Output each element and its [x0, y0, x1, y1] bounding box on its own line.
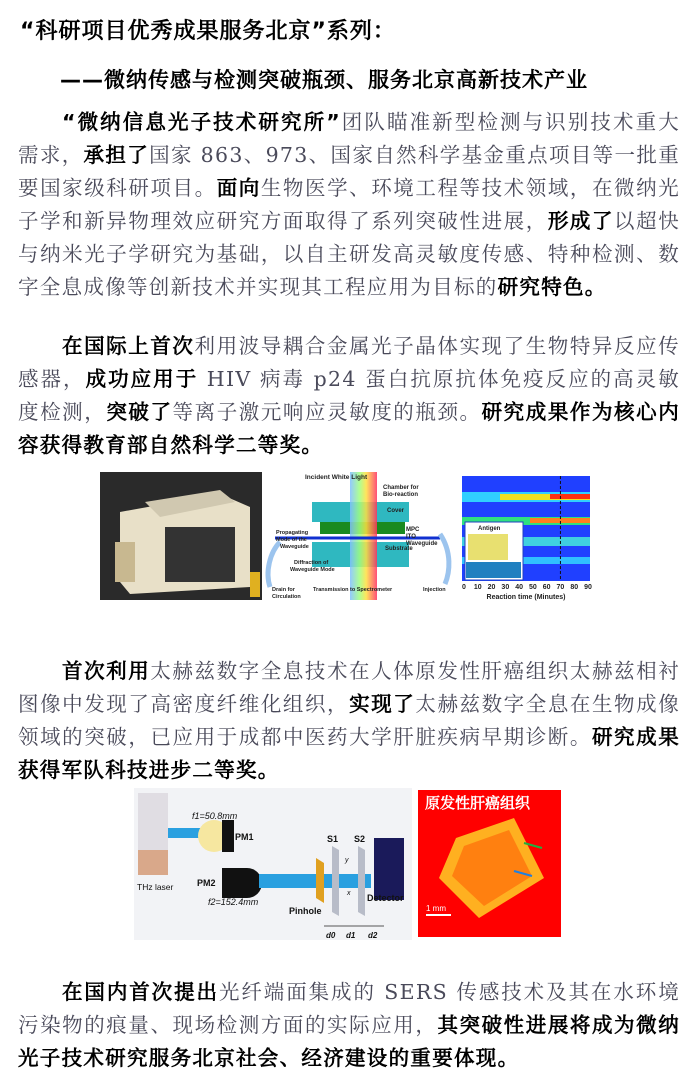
- bold-text-segment: 其突破性进展将成为微纳光子技术研究服务北京社会、经济建设的重要体现。: [18, 1013, 680, 1070]
- text-segment: 光纤端面集成的 SERS 传感技术及其在水环境污染物的痕量、现场检测方面的实际应用，: [18, 980, 680, 1037]
- label-transmission: Transmission to Spectrometer: [313, 587, 393, 593]
- bold-text-segment: 首次利用: [62, 659, 151, 683]
- page-title: “科研项目优秀成果服务北京”系列：: [20, 19, 396, 44]
- label-f1: f1=50.8mm: [192, 811, 238, 821]
- paragraph-thz-holography: [18, 655, 680, 787]
- label-mpc: MPC: [406, 527, 420, 533]
- label-d0: d0: [326, 931, 336, 940]
- label-drain: Drain for: [272, 587, 295, 593]
- bold-text-segment: “微纳信息光子技术研究所”: [62, 110, 341, 134]
- text-segment: 利用波导耦合金属光子晶体实现了生物特异反应传感器，: [18, 334, 680, 391]
- paragraph-research-overview: [18, 106, 680, 304]
- label-ito: ITO: [406, 534, 416, 540]
- bold-text-segment: 成功应用于: [85, 367, 199, 391]
- label-incident-light: Incident White Light: [305, 474, 368, 481]
- bold-text-segment: 在国内首次提出: [62, 980, 219, 1004]
- label-substrate: Substrate: [385, 546, 413, 552]
- label-x: x: [347, 890, 351, 897]
- figure-thz-holography: [134, 788, 564, 943]
- text-segment: 太赫兹数字全息技术在人体原发性肝癌组织太赫兹相衬图像中发现了高密度纤维化组织，: [18, 659, 680, 716]
- paragraph-sers: [18, 976, 680, 1075]
- label-y: y: [345, 857, 349, 864]
- label-detector: Detector: [367, 893, 404, 903]
- label-d1: d1: [346, 931, 356, 940]
- x-tick-label: 40: [515, 584, 524, 591]
- x-tick-label: 90: [584, 584, 592, 591]
- label-propagating: Propagating: [276, 530, 309, 536]
- label-diffraction-mode: Waveguide Mode: [290, 567, 335, 573]
- bold-text-segment: 承担了: [83, 143, 150, 167]
- figure-biosensor: [100, 472, 602, 602]
- bold-text-segment: 在国际上首次: [62, 334, 195, 358]
- label-s1: S1: [327, 834, 339, 844]
- label-d2: d2: [368, 931, 378, 940]
- x-tick-label: 20: [487, 584, 496, 591]
- bold-text-segment: 突破了: [106, 400, 173, 424]
- x-tick-label: 30: [501, 584, 510, 591]
- label-pm2: PM2: [197, 878, 216, 888]
- label-circulation: Circulation: [272, 594, 301, 600]
- x-tick-label: 70: [556, 584, 565, 591]
- bold-text-segment: 研究特色。: [497, 275, 607, 299]
- label-s2: S2: [354, 834, 366, 844]
- label-chamber: Chamber for: [383, 485, 419, 491]
- bold-text-segment: 面向: [216, 176, 261, 200]
- label-f2: f2=152.4mm: [208, 897, 259, 907]
- x-tick-label: 0: [462, 584, 466, 591]
- label-waveguide: Waveguide: [406, 541, 438, 547]
- label-thz-laser: THz laser: [137, 882, 174, 892]
- label-cover: Cover: [387, 508, 405, 514]
- x-tick-label: 10: [473, 584, 482, 591]
- label-pinhole: Pinhole: [289, 906, 322, 916]
- tissue-image-title: 原发性肝癌组织: [425, 795, 531, 812]
- label-antigen: Antigen: [478, 526, 501, 532]
- tissue-image: [418, 790, 561, 937]
- bold-text-segment: 研究成果获得军队科技进步二等奖。: [18, 725, 680, 782]
- label-injection: Injection: [423, 587, 446, 593]
- page-subtitle: ——微纳传感与检测突破瓶颈、服务北京高新技术产业: [60, 68, 588, 92]
- bold-text-segment: 实现了: [349, 692, 416, 716]
- bold-text-segment: 研究成果作为核心内容获得教育部自然科学二等奖。: [18, 400, 681, 457]
- paragraph-biosensor: [18, 330, 680, 462]
- text-segment: 团队瞄准新型检测与识别技术重大需求，: [18, 110, 680, 167]
- x-tick-label: 60: [542, 584, 551, 591]
- label-mode: Mode of the: [276, 537, 307, 543]
- label-bio-reaction: Bio-reaction: [383, 492, 419, 498]
- label-waveguide-mode: Waveguide: [280, 544, 309, 550]
- bold-text-segment: 形成了: [547, 209, 615, 233]
- instrument-photo: [100, 472, 262, 600]
- x-tick-label: 80: [570, 584, 579, 591]
- scale-bar-label: 1 mm: [426, 904, 446, 913]
- label-pm1: PM1: [235, 832, 254, 842]
- text-segment: 等离子激元响应灵敏度的瓶颈。: [172, 400, 482, 424]
- text-segment: HIV 病毒 p24 蛋白抗原抗体免疫反应的高灵敏度检测，: [18, 367, 680, 424]
- x-tick-label: 50: [528, 584, 537, 591]
- thz-setup-diagram: [134, 788, 412, 940]
- heatmap-panel: [462, 476, 592, 601]
- text-segment: 生物医学、环境工程等技术领域，在微纳光子学和新异物理效应研究方面取得了系列突破性进展，: [18, 176, 680, 233]
- x-axis-label: Reaction time (Minutes): [486, 594, 566, 601]
- text-segment: 太赫兹数字全息在生物成像领域的突破，已应用于成都中医药大学肝脏疾病早期诊断。: [18, 692, 681, 749]
- text-segment: 国家 863、973、国家自然科学基金重点项目等一批重要国家级科研项目。: [18, 143, 680, 200]
- text-segment: 以超快与纳米光子学研究为基础，以自主研发高灵敏度传感、特种检测、数字全息成像等创新技术并实现其工程应用为目标的: [18, 209, 680, 299]
- waveguide-diagram: [268, 472, 449, 600]
- label-diffraction: Diffraction of: [294, 560, 329, 566]
